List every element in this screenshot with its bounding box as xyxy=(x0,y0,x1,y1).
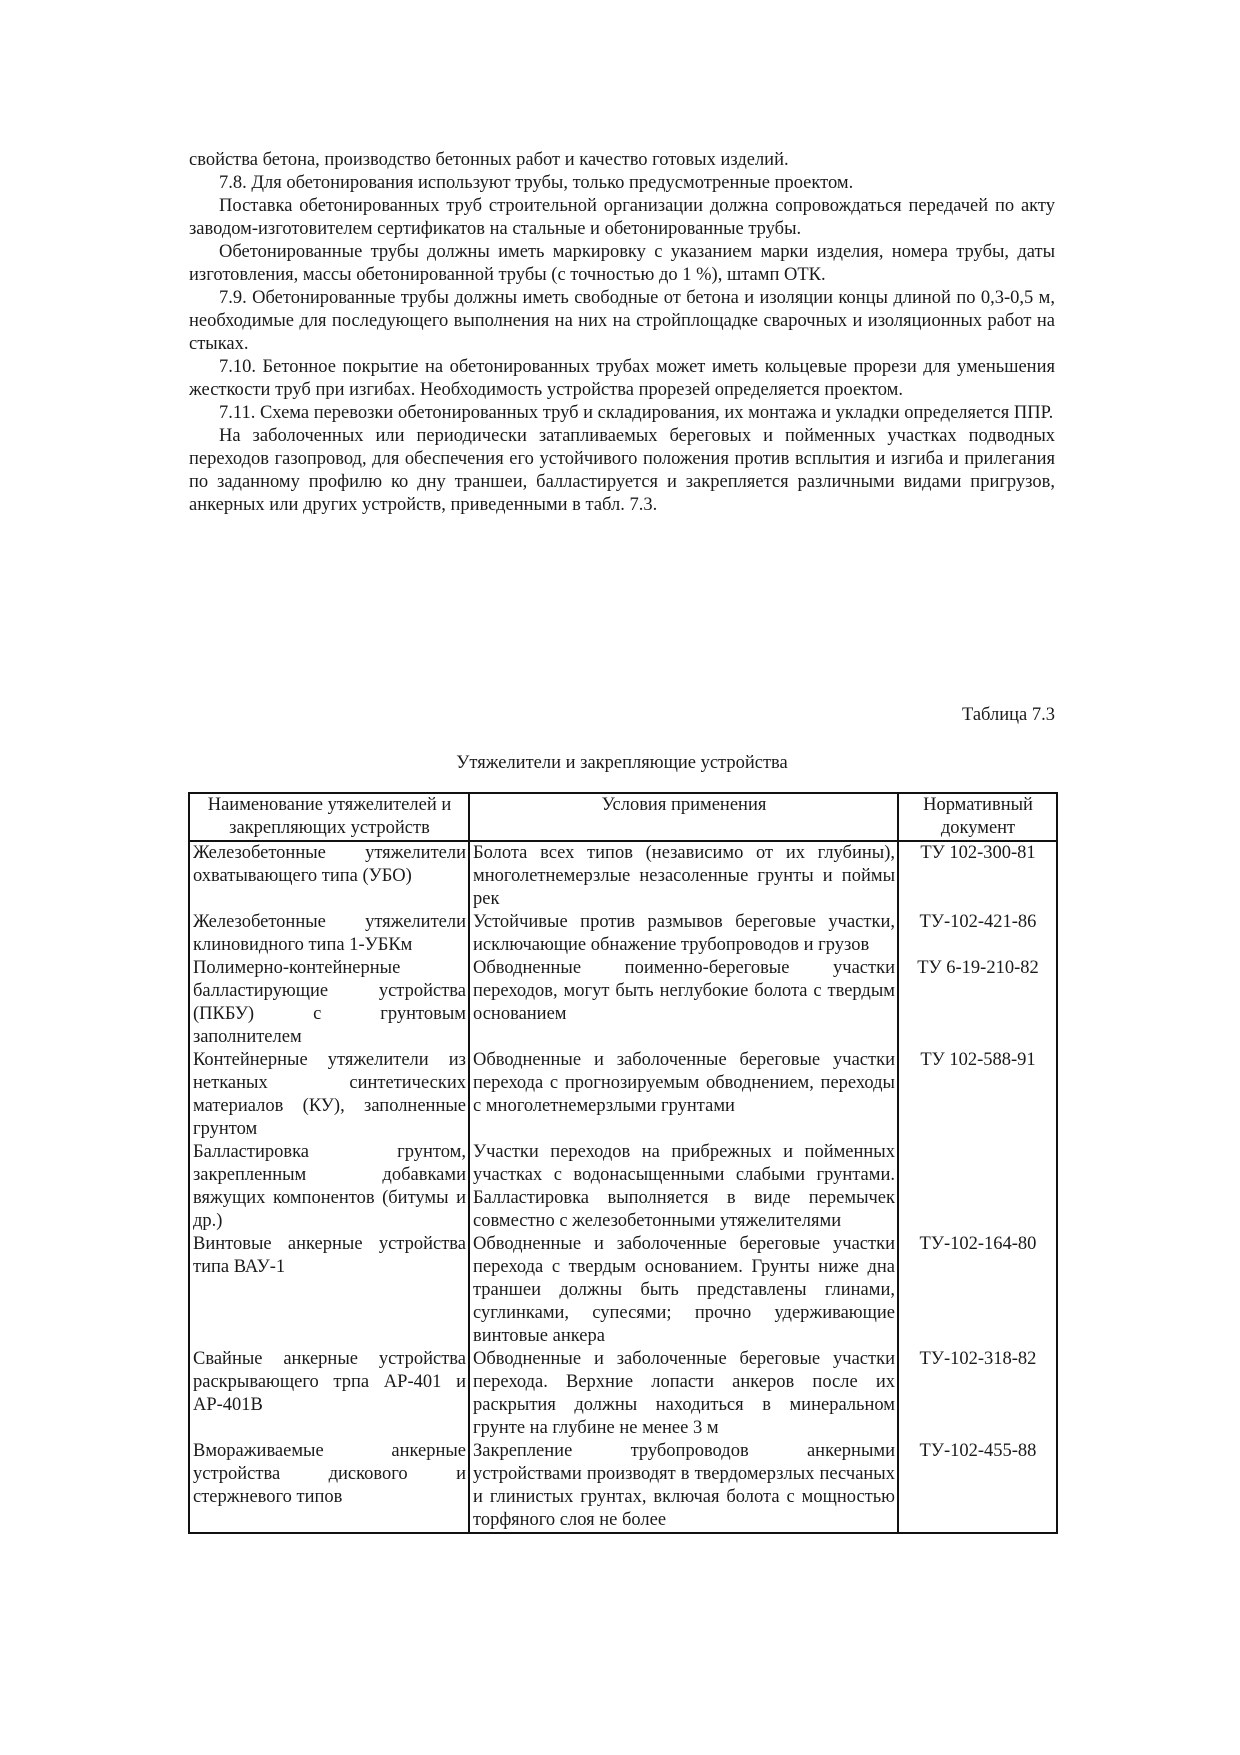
table-row xyxy=(189,911,1057,957)
cell-name: Балластировка грунтом, закрепленным добавками вяжущих компонентов (битумы и др.) xyxy=(189,1141,469,1233)
table-row xyxy=(189,841,1057,911)
paragraph: На заболоченных или периодически затапливаемых береговых и пойменных участках подводных переходов газопровод, для обеспечения его устойчивого положения против всплытия и изгиба и прилегания по заданному профилю ко дну траншеи, балластируется и закрепляется различными видами пригрузов, анкерных или других устройств, приведенными в табл. 7.3. xyxy=(189,426,1055,515)
ballast-devices-table xyxy=(188,792,1058,1534)
paragraph: 7.8. Для обетонирования используют трубы, только предусмотренные проектом. xyxy=(219,173,854,193)
cell-name: Полимерно-контейнерные балластирующие устройства (ПКБУ) с грунтовым заполнителем xyxy=(189,957,469,1049)
column-header-conditions: Условия применения xyxy=(469,793,898,841)
cell-name: Вмораживаемые анкерные устройства дискового и стержневого типов xyxy=(189,1440,469,1533)
paragraph: 7.9. Обетонированные трубы должны иметь свободные от бетона и изоляции концы длиной по 0,3-0,5 м, необходимые для последующего выполнения на них на стройплощадке сварочных и изоляционных работ на стыках. xyxy=(189,288,1055,354)
table-row xyxy=(189,1440,1057,1533)
cell-conditions: Обводненные и заболоченные береговые участки перехода. Верхние лопасти анкеров после их раскрытия должны находиться в минеральном грунте на глубине не менее 3 м xyxy=(469,1348,898,1440)
cell-conditions: Участки переходов на прибрежных и пойменных участках с водонасыщенными слабыми грунтами. Балластировка выполняется в виде перемычек совместно с железобетонными утяжелителями xyxy=(469,1141,898,1233)
cell-document: ТУ 102-300-81 xyxy=(898,841,1057,911)
cell-name: Контейнерные утяжелители из нетканых синтетических материалов (КУ), заполненные грунтом xyxy=(189,1049,469,1141)
cell-name: Железобетонные утяжелители клиновидного типа 1-УБКм xyxy=(189,911,469,957)
cell-conditions: Устойчивые против размывов береговые участки, исключающие обнажение трубопроводов и грузов xyxy=(469,911,898,957)
cell-document xyxy=(898,1141,1057,1233)
paragraph: 7.10. Бетонное покрытие на обетонированных трубах может иметь кольцевые прорези для уменьшения жесткости труб при изгибах. Необходимость устройства прорезей определяется проектом. xyxy=(189,357,1055,400)
table-row xyxy=(189,957,1057,1049)
paragraph: Обетонированные трубы должны иметь маркировку с указанием марки изделия, номера трубы, даты изготовления, массы обетонированной трубы (с точностью до 1 %), штамп ОТК. xyxy=(189,242,1055,285)
cell-document: ТУ 6-19-210-82 xyxy=(898,957,1057,1049)
paragraph: Поставка обетонированных труб строительной организации должна сопровождаться передачей по акту заводом-изготовителем сертификатов на стальные и обетонированные трубы. xyxy=(189,196,1055,239)
cell-document: ТУ-102-318-82 xyxy=(898,1348,1057,1440)
cell-document: ТУ-102-421-86 xyxy=(898,911,1057,957)
table-row xyxy=(189,1348,1057,1440)
cell-document: ТУ-102-455-88 xyxy=(898,1440,1057,1533)
cell-name: Железобетонные утяжелители охватывающего типа (УБО) xyxy=(189,841,469,911)
table-header-row xyxy=(189,793,1057,841)
cell-name: Свайные анкерные устройства раскрывающего трпа АР-401 и АР-401В xyxy=(189,1348,469,1440)
document-body xyxy=(189,149,1055,517)
cell-conditions: Болота всех типов (независимо от их глубины), многолетнемерзлые незасоленные грунты и поймы рек xyxy=(469,841,898,911)
cell-conditions: Обводненные поименно-береговые участки переходов, могут быть неглубокие болота с твердым основанием xyxy=(469,957,898,1049)
table-title: Утяжелители и закрепляющие устройства xyxy=(456,753,788,773)
table-caption: Таблица 7.3 xyxy=(962,705,1055,725)
paragraph: 7.11. Схема перевозки обетонированных труб и складирования, их монтажа и укладки определяется ППР. xyxy=(219,403,1054,423)
cell-name: Винтовые анкерные устройства типа ВАУ-1 xyxy=(189,1233,469,1348)
column-header-document: Нормативный документ xyxy=(898,793,1057,841)
table-row xyxy=(189,1233,1057,1348)
table-row xyxy=(189,1049,1057,1141)
cell-conditions: Закрепление трубопроводов анкерными устройствами производят в твердомерзлых песчаных и глинистых грунтах, включая болота с мощностью торфяного слоя не более xyxy=(469,1440,898,1533)
cell-document: ТУ 102-588-91 xyxy=(898,1049,1057,1141)
cell-document: ТУ-102-164-80 xyxy=(898,1233,1057,1348)
cell-conditions: Обводненные и заболоченные береговые участки перехода с твердым основанием. Грунты ниже дна траншеи должны быть представлены глинами, суглинками, супесями; прочно удерживающие винтовые анкера xyxy=(469,1233,898,1348)
column-header-name: Наименование утяжелителей и закрепляющих устройств xyxy=(189,793,469,841)
cell-conditions: Обводненные и заболоченные береговые участки перехода с прогнозируемым обводнением, переходы с многолетнемерзлыми грунтами xyxy=(469,1049,898,1141)
paragraph: свойства бетона, производство бетонных работ и качество готовых изделий. xyxy=(189,150,789,170)
table-row xyxy=(189,1141,1057,1233)
